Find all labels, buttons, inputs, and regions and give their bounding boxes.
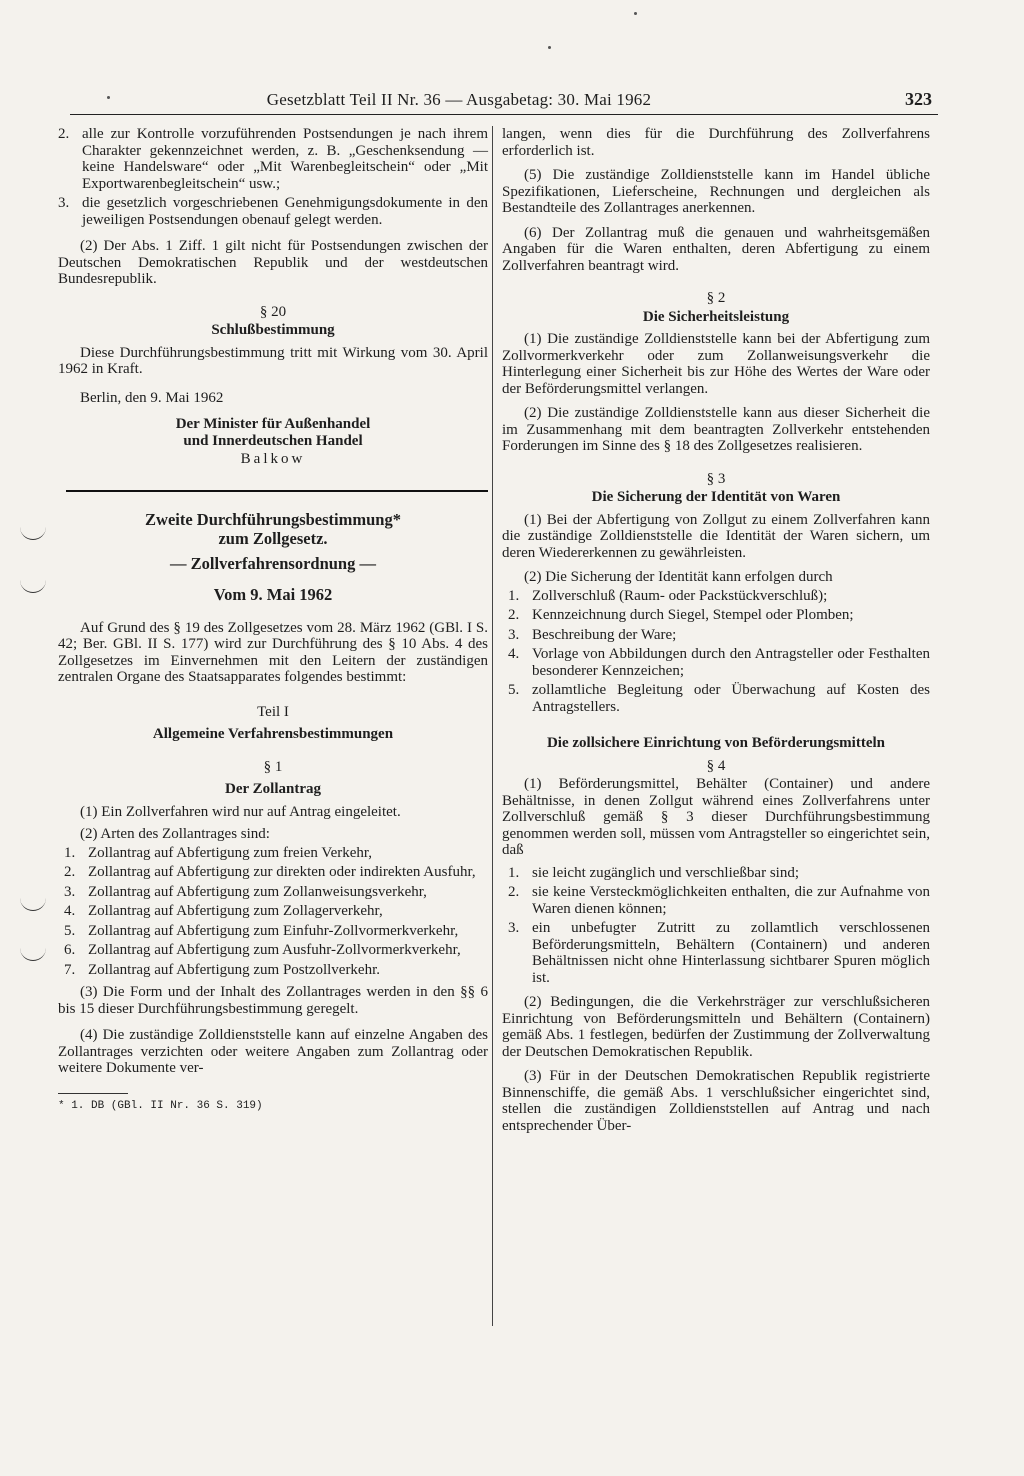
paragraph: (2) Die zuständige Zolldienststelle kann aus dieser Sicherheit die im Zusammenhang mit dem beantragten Zollverkehr entstehenden Forderungen im Sinne des § 18 des Zollgesetzes realisieren. (502, 405, 930, 454)
document-title: zum Zollgesetz. (218, 528, 328, 548)
scan-speck (548, 46, 551, 49)
list (502, 865, 930, 987)
list-item: 1. Zollantrag auf Abfertigung zum freien Verkehr, (64, 844, 373, 861)
preamble: Auf Grund des § 19 des Zollgesetzes vom 28. März 1962 (GBl. I S. 42; Ber. GBl. II S. 177) wird zur Durchführung des § 10 Abs. 4 des Zollgesetzes im Einvernehmen mit den Leitern der zuständigen zentralen Organe des Staatsapparates folgendes bestimmt: (58, 619, 488, 685)
list-item: 1. sie leicht zugänglich und verschließbar sind; (508, 864, 800, 881)
document-title: Zweite Durchführungsbestimmung* (145, 509, 401, 529)
footnote-rule (58, 1093, 128, 1094)
column-divider (492, 126, 493, 1326)
section-number: § 3 (706, 470, 726, 487)
list (58, 845, 488, 979)
page-number: 323 (905, 89, 932, 109)
list-item: 4. Zollantrag auf Abfertigung zum Zollagerverkehr, (64, 903, 383, 919)
paragraph: (2) Arten des Zollantrages sind: (80, 826, 270, 842)
paragraph: langen, wenn dies für die Durchführung des Zollverfahrens erforderlich ist. (502, 126, 930, 159)
paragraph: (5) Die zuständige Zolldienststelle kann im Handel übliche Spezifikationen, Lieferscheine, Rechnungen und dergleichen als Bestandteile des Zollantrages anerkennen. (502, 167, 930, 216)
scan-speck (634, 12, 637, 15)
list-item: 3. ein unbefugter Zutritt zu zollamtlich verschlossenen Beförderungsmitteln, Behältern (Containern) und anderen Behältnissen nicht ohne Hinterlassung sichtbarer Spuren möglich ist. (508, 920, 930, 986)
paragraph: (2) Bedingungen, die die Verkehrsträger zur verschlußsicheren Einrichtung von Beförderungsmitteln und Behältern (Containern) gemäß Abs. 1 festlegen, bedürfen der Zustimmung der Zollverwaltung der Deutschen Demokratischen Republik. (502, 994, 930, 1060)
part-title: Allgemeine Verfahrensbestimmungen (152, 726, 394, 742)
margin-mark (20, 578, 46, 593)
section-title: Die Sicherung der Identität von Waren (591, 489, 841, 505)
list-item: 3. die gesetzlich vorgeschriebenen Genehmigungsdokumente in den jeweiligen Postsendungen obenauf gelegt werden. (58, 195, 488, 228)
block-title: Die zollsichere Einrichtung von Beförderungsmitteln (546, 735, 886, 751)
section-number: § 1 (263, 758, 283, 775)
place-date: Berlin, den 9. Mai 1962 (80, 389, 224, 406)
list-item: 5. zollamtliche Begleitung oder Überwachung auf Kosten des Antragstellers. (508, 682, 930, 715)
list-item: 2. sie keine Versteckmöglichkeiten enthalten, die zur Aufnahme von Waren dienen können; (508, 884, 930, 917)
section-number: § 2 (706, 290, 726, 306)
document-date: Vom 9. Mai 1962 (213, 584, 333, 604)
paragraph: (6) Der Zollantrag muß die genauen und wahrheitsgemäßen Angaben für die Waren enthalten, deren Abfertigung zu einem Zollverfahren beantragt wird. (502, 224, 930, 274)
signatory-name: Balkow (240, 451, 306, 467)
paragraph: (1) Ein Zollverfahren wird nur auf Antrag eingeleitet. (80, 803, 401, 820)
list-item: 4. Vorlage von Abbildungen durch den Antragsteller oder Festhalten besonderer Kennzeichen; (508, 646, 930, 679)
paragraph: (2) Der Abs. 1 Ziff. 1 gilt nicht für Postsendungen zwischen der Deutschen Demokratischen Republik und der westdeutschen Bundesrepublik. (58, 238, 488, 287)
right-column (502, 126, 930, 1140)
list (502, 588, 930, 716)
list-item: 2. Kennzeichnung durch Siegel, Stempel oder Plomben; (508, 607, 854, 623)
running-title: Gesetzblatt Teil II Nr. 36 — Ausgabetag: 30. Mai 1962 (266, 90, 652, 109)
paragraph: (4) Die zuständige Zolldienststelle kann auf einzelne Angaben des Zollantrages verzichten oder weitere Angaben zum Zollantrag oder weitere Dokumente ver- (58, 1027, 488, 1076)
signatory-title: und Innerdeutschen Handel (183, 432, 363, 449)
list-item: 6. Zollantrag auf Abfertigung zum Ausfuhr-Zollvormerkverkehr, (64, 942, 461, 958)
margin-mark (20, 946, 46, 961)
margin-mark (20, 525, 46, 540)
footnote: * 1. DB (GBl. II Nr. 36 S. 319) (58, 1099, 263, 1112)
left-column (58, 126, 488, 1114)
list-item: 3. Zollantrag auf Abfertigung zum Zollanweisungsverkehr, (64, 883, 427, 900)
list-item: 5. Zollantrag auf Abfertigung zum Einfuhr-Zollvormerkverkehr, (64, 922, 459, 939)
section-rule (66, 490, 488, 492)
part-label: Teil I (257, 703, 289, 720)
section-title: Der Zollantrag (225, 781, 321, 797)
list-item: 7. Zollantrag auf Abfertigung zum Postzollverkehr. (64, 961, 381, 978)
list-item: 3. Beschreibung der Ware; (508, 626, 677, 643)
section-title: Die Sicherheitsleistung (642, 308, 790, 325)
section-number: § 4 (706, 757, 726, 774)
document-subtitle: — Zollverfahrensordnung — (170, 553, 376, 573)
page-header (70, 88, 938, 115)
paragraph: (1) Bei der Abfertigung von Zollgut zu einem Zollverfahren kann die zuständige Zolldienststelle die Identität der Waren sichern, um deren Wiedererkennen zu gewährleisten. (502, 511, 930, 561)
paragraph: (2) Die Sicherung der Identität kann erfolgen durch (524, 569, 833, 585)
paragraph: (1) Beförderungsmittel, Behälter (Container) und andere Behältnisse, in denen Zollgut während eines Zollverfahrens unter Zollverschluß gemäß § 3 dieser Durchführungsbestimmung genommen werden soll, müssen vom Antragsteller so eingerichtet sein, daß (502, 776, 930, 858)
paragraph: (1) Die zuständige Zolldienststelle kann bei der Abfertigung zum Zollvormerkverkehr oder zum Zollanweisungsverkehr die Hinterlegung einer Sicherheit bis zur Höhe des Wertes der Ware oder der Beförderungsmittel verlangen. (502, 331, 930, 397)
paragraph: (3) Die Form und der Inhalt des Zollantrages werden in den §§ 6 bis 15 dieser Durchführungsbestimmung geregelt. (58, 984, 488, 1017)
list-item: 2. alle zur Kontrolle vorzuführenden Postsendungen je nach ihrem Charakter gekennzeichnet werden, z. B. „Geschenksendung — keine Handelsware“ oder „Mit Warenbegleitschein“ oder „Mit Exportwarenbegleitschein“ usw.; (58, 126, 488, 192)
signatory-title: Der Minister für Außenhandel (175, 416, 371, 432)
section-title: Schlußbestimmung (211, 322, 335, 338)
section-number: § 20 (259, 303, 287, 320)
list-item: 1. Zollverschluß (Raum- oder Packstückverschluß); (508, 587, 828, 604)
paragraph: Diese Durchführungsbestimmung tritt mit Wirkung vom 30. April 1962 in Kraft. (58, 344, 488, 377)
paragraph: (3) Für in der Deutschen Demokratischen Republik registrierte Binnenschiffe, die gemäß Abs. 1 verschlußsicher eingerichtet sind, stellen die zuständigen Zolldienststellen auf Antrag und nach entsprechender Über- (502, 1068, 930, 1134)
list-item: 2. Zollantrag auf Abfertigung zur direkten oder indirekten Ausfuhr, (64, 864, 476, 880)
margin-mark (20, 896, 46, 911)
